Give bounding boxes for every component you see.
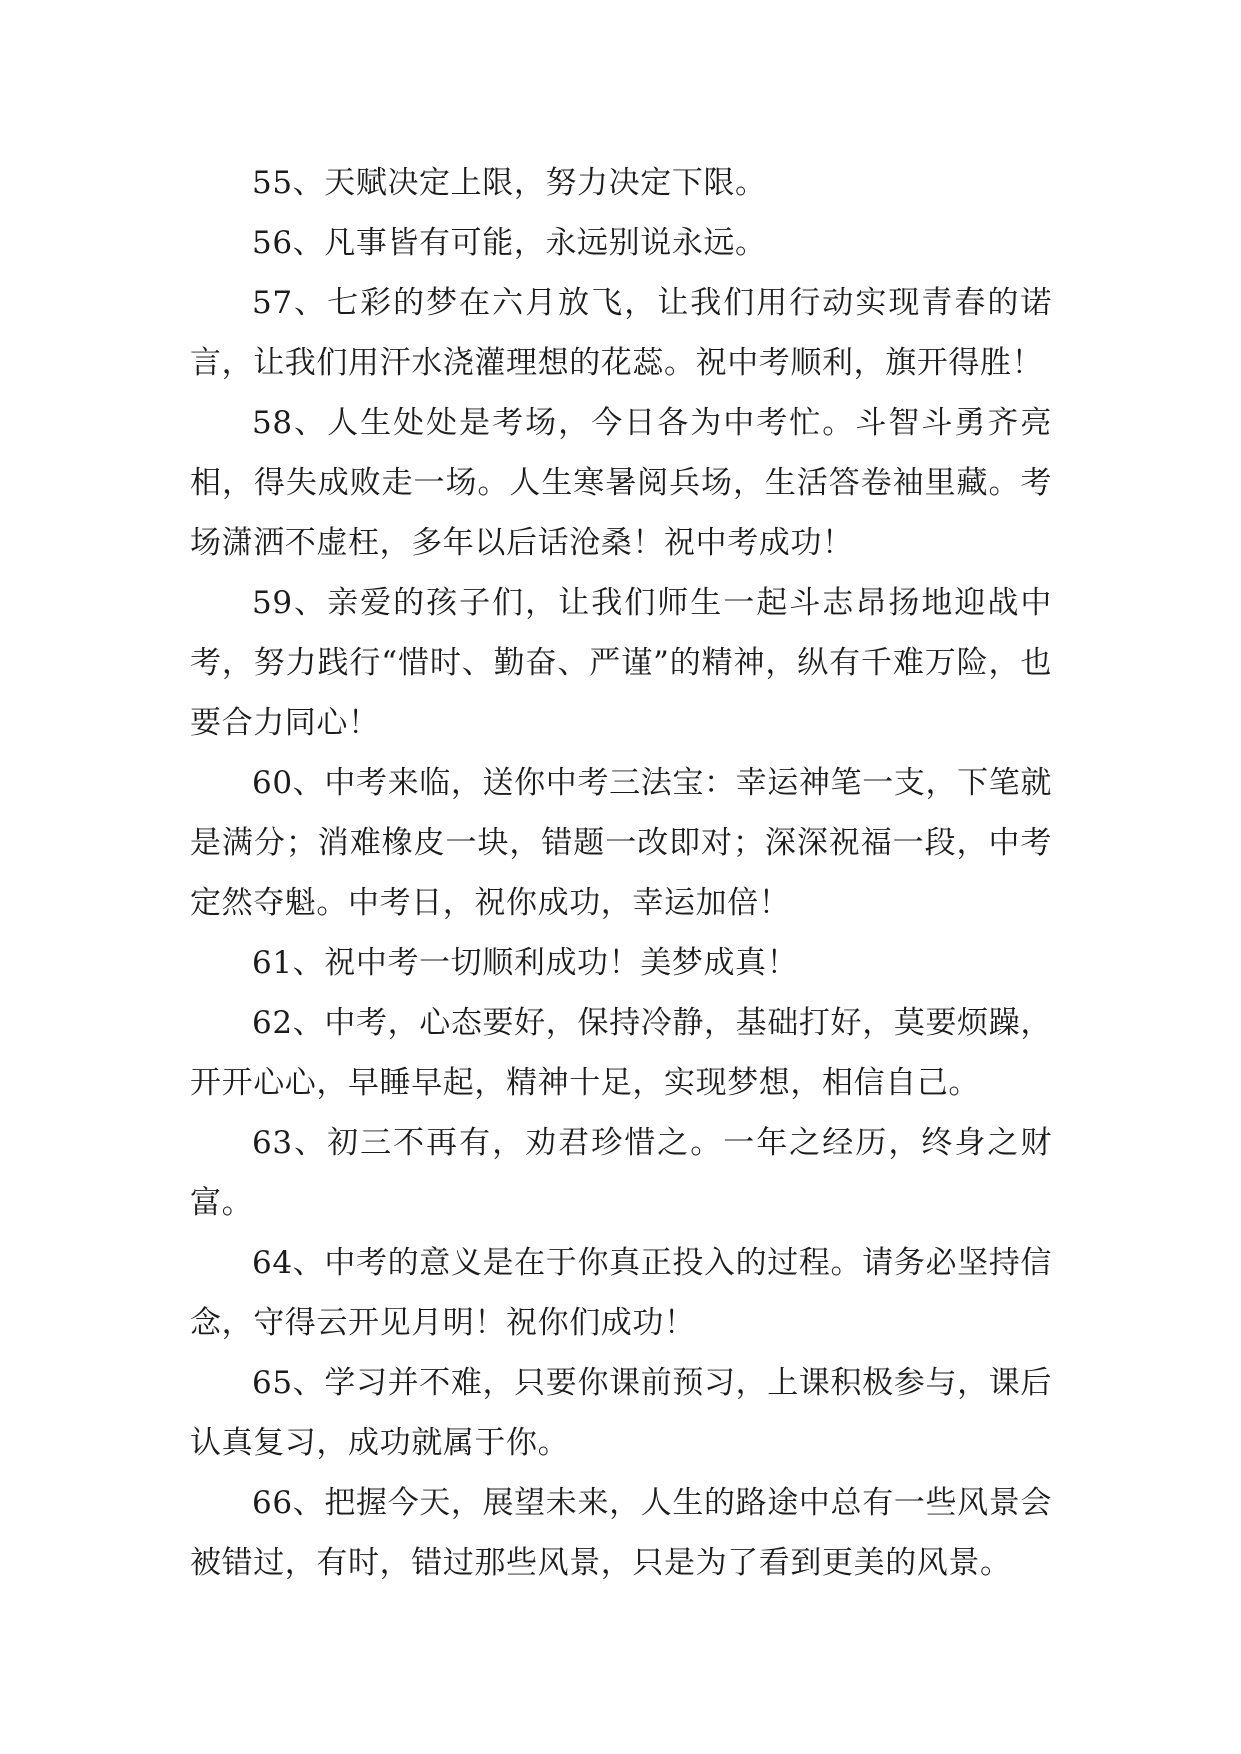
paragraph-66: 66、把握今天，展望未来，人生的路途中总有一些风景会被错过，有时，错过那些风景，只是为了看到更美的风景。 (190, 1485, 1052, 1581)
document-body (190, 153, 1052, 1593)
paragraph-65: 65、学习并不难，只要你课前预习，上课积极参与，课后认真复习，成功就属于你。 (190, 1365, 1052, 1461)
paragraph-58: 58、人生处处是考场，今日各为中考忙。斗智斗勇齐亮相，得失成败走一场。人生寒暑阅兵场，生活答卷袖里藏。考场潇洒不虚枉，多年以后话沧桑！祝中考成功！ (190, 405, 1052, 561)
paragraph-56: 56、凡事皆有可能，永远别说永远。 (252, 225, 767, 261)
paragraph-62: 62、中考，心态要好，保持冷静，基础打好，莫要烦躁，开开心心，早睡早起，精神十足，实现梦想，相信自己。 (190, 1005, 1052, 1101)
paragraph-60: 60、中考来临，送你中考三法宝：幸运神笔一支，下笔就是满分；消难橡皮一块，错题一改即对；深深祝福一段，中考定然夺魁。中考日，祝你成功，幸运加倍！ (190, 765, 1052, 921)
paragraph-63: 63、初三不再有，劝君珍惜之。一年之经历，终身之财富。 (190, 1125, 1052, 1221)
paragraph-61: 61、祝中考一切顺利成功！美梦成真！ (252, 945, 799, 981)
paragraph-57: 57、七彩的梦在六月放飞，让我们用行动实现青春的诺言，让我们用汗水浇灌理想的花蕊。祝中考顺利，旗开得胜！ (190, 285, 1052, 381)
paragraph-59: 59、亲爱的孩子们，让我们师生一起斗志昂扬地迎战中考，努力践行“惜时、勤奋、严谨”的精神，纵有千难万险，也要合力同心！ (190, 585, 1052, 741)
paragraph-55: 55、天赋决定上限，努力决定下限。 (252, 165, 767, 201)
paragraph-64: 64、中考的意义是在于你真正投入的过程。请务必坚持信念，守得云开见月明！祝你们成功！ (190, 1245, 1052, 1341)
